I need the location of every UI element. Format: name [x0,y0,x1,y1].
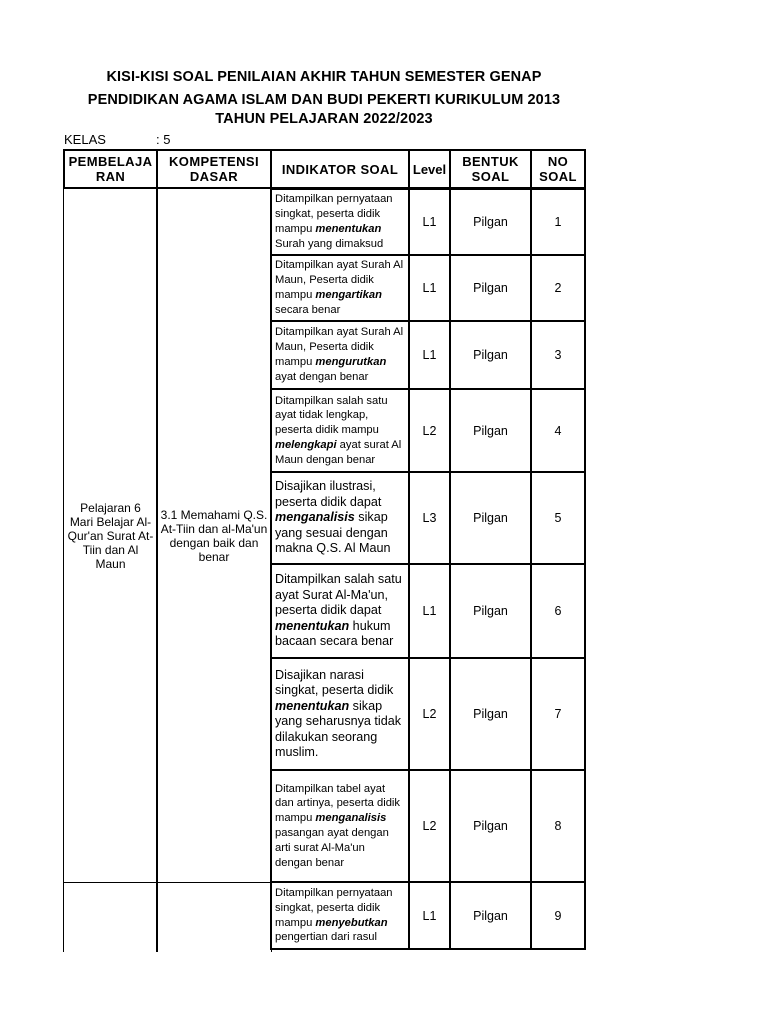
level-cell-5: L3 [408,471,451,565]
pembelajaran-cell-group-1 [63,188,158,883]
indikator-text-1: Ditampilkan pernyataan singkat, peserta didik mampu menentukan Surah yang dimaksud [275,193,393,250]
indikator-verb-3: mengurutkan [315,356,387,368]
bentuk-cell-4: Pilgan [449,388,532,473]
indikator-cell-4 [270,388,410,473]
indikator-cell-9 [270,881,410,950]
header-pembelajaran [63,149,158,189]
indikator-verb-6: menentukan [275,618,350,633]
indikator-verb-4: melengkapi [275,438,337,451]
indikator-cell-5 [270,471,410,565]
level-cell-1: L1 [408,188,451,256]
header-kompetensi [156,149,272,189]
bentuk-cell-5: Pilgan [449,471,532,565]
no-cell-7: 7 [530,657,586,771]
indikator-text-4: Ditampilkan salah satu ayat tidak lengkap, peserta didik mampu melengkapi ayat surat Al Maun dengan benar [275,394,402,466]
bentuk-cell-2: Pilgan [449,254,532,322]
header-pembelajaran-label: PEMBELAJA RAN [68,154,153,184]
kelas-value: : 5 [156,132,171,147]
bentuk-cell-9: Pilgan [449,881,532,950]
indikator-text-7: Disajikan narasi singkat, peserta didik menentukan sikap yang seharusnya tidak dilakukan seorang muslim. [275,667,402,759]
indikator-text-6: Ditampilkan salah satu ayat Surat Al-Ma'un, peserta didik dapat menentukan hukum bacaan secara benar [275,572,402,649]
pembelajaran-cell-group-2 [63,882,158,952]
indikator-cell-3 [270,320,410,390]
indikator-text-2: Ditampilkan ayat Surah Al Maun, Peserta didik mampu mengartikan secara benar [275,259,404,316]
indikator-text-9: Ditampilkan pernyataan singkat, peserta didik mampu menyebutkan pengertian dari rasul [275,886,393,944]
no-cell-8: 8 [530,769,586,883]
level-cell-2: L1 [408,254,451,322]
no-cell-5: 5 [530,471,586,565]
header-no-label: NO SOAL [539,154,577,184]
indikator-verb-1: menentukan [315,223,382,235]
no-cell-2: 2 [530,254,586,322]
indikator-cell-1 [270,188,410,256]
indikator-text-5: Disajikan ilustrasi, peserta didik dapat menganalisis sikap yang sesuai dengan makna Q.S. Al Maun [275,479,391,556]
indikator-verb-9: menyebutkan [315,916,388,929]
no-cell-9: 9 [530,881,586,950]
no-cell-1: 1 [530,188,586,256]
level-cell-7: L2 [408,657,451,771]
document-title-line-2: PENDIDIKAN AGAMA ISLAM DAN BUDI PEKERTI KURIKULUM 2013 [87,92,561,108]
header-bentuk [449,149,532,189]
header-kompetensi-label: KOMPETENSI DASAR [169,154,259,184]
header-indikator-label: INDIKATOR SOAL [281,161,399,177]
kompetensi-cell-group-1 [156,188,272,883]
header-level [408,149,451,189]
bentuk-cell-7: Pilgan [449,657,532,771]
indikator-text-3: Ditampilkan ayat Surah Al Maun, Peserta didik mampu mengurutkan ayat dengan benar [275,326,404,383]
no-cell-3: 3 [530,320,586,390]
bentuk-cell-8: Pilgan [449,769,532,883]
header-bentuk-label: BENTUK SOAL [462,154,519,184]
indikator-cell-7 [270,657,410,771]
kelas-label: KELAS [64,132,106,147]
level-cell-9: L1 [408,881,451,950]
level-cell-6: L1 [408,563,451,659]
bentuk-cell-3: Pilgan [449,320,532,390]
level-cell-8: L2 [408,769,451,883]
kompetensi-cell-group-2 [156,882,272,952]
no-cell-6: 6 [530,563,586,659]
bentuk-cell-6: Pilgan [449,563,532,659]
header-indikator [270,149,410,189]
bentuk-cell-1: Pilgan [449,188,532,256]
indikator-verb-7: menentukan [275,698,350,713]
level-cell-3: L1 [408,320,451,390]
kompetensi-text: 3.1 Memahami Q.S. At-Tiin dan al-Ma'un dengan baik dan benar [160,507,268,564]
indikator-cell-2 [270,254,410,322]
header-level-label: Level [412,161,447,177]
document-title-line-1: KISI-KISI SOAL PENILAIAN AKHIR TAHUN SEMESTER GENAP [106,69,542,85]
indikator-cell-6 [270,563,410,659]
indikator-verb-2: mengartikan [315,289,382,301]
indikator-cell-8 [270,769,410,883]
indikator-verb-5: menganalisis [275,510,355,525]
pembelajaran-text: Pelajaran 6 Mari Belajar Al-Qur'an Surat At-Tiin dan Al Maun [67,500,154,571]
document-title-line-3: TAHUN PELAJARAN 2022/2023 [215,111,433,127]
header-no [530,149,586,189]
indikator-text-8: Ditampilkan tabel ayat dan artinya, peserta didik mampu menganalisis pasangan ayat dengan arti surat Al-Ma'un dengan benar [275,782,401,869]
indikator-verb-8: menganalisis [315,812,387,825]
no-cell-4: 4 [530,388,586,473]
level-cell-4: L2 [408,388,451,473]
